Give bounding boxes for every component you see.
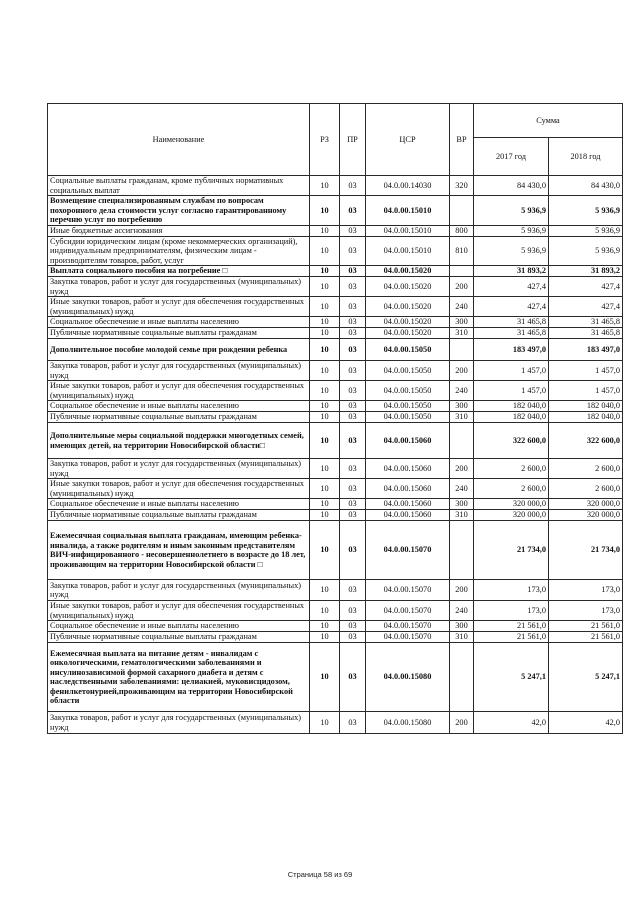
cell-name: Закупка товаров, работ и услуг для государственных (муниципальных) нужд: [48, 580, 310, 601]
table-row: [48, 225, 623, 236]
cell-vr: [450, 643, 474, 712]
cell-rz: 10: [310, 381, 340, 401]
cell-pr: 03: [340, 381, 366, 401]
cell-name: Социальные выплаты гражданам, кроме публичных нормативных социальных выплат: [48, 176, 310, 196]
cell-rz: 10: [310, 225, 340, 236]
cell-pr: 03: [340, 601, 366, 621]
cell-vr: 200: [450, 712, 474, 734]
cell-sum-2018: 5 936,9: [549, 236, 623, 266]
cell-csr: 04.0.00.15010: [366, 225, 450, 236]
cell-sum-2018: 183 497,0: [549, 339, 623, 361]
cell-name: Иные закупки товаров, работ и услуг для обеспечения государственных (муниципальных) нужд: [48, 381, 310, 401]
cell-csr: 04.0.00.15020: [366, 266, 450, 277]
cell-sum-2018: 320 000,0: [549, 499, 623, 510]
cell-pr: 03: [340, 643, 366, 712]
table-row: [48, 339, 623, 361]
cell-csr: 04.0.00.15020: [366, 277, 450, 297]
header-year-2017: 2017 год: [474, 138, 549, 176]
cell-csr: 04.0.00.15060: [366, 510, 450, 521]
table-row: [48, 176, 623, 196]
cell-vr: [450, 339, 474, 361]
cell-sum-2018: 5 247,1: [549, 643, 623, 712]
cell-csr: 04.0.00.15070: [366, 521, 450, 580]
cell-sum-2017: 2 600,0: [474, 459, 549, 479]
cell-vr: 300: [450, 401, 474, 412]
cell-name: Иные бюджетные ассигнования: [48, 225, 310, 236]
cell-name: Публичные нормативные социальные выплаты гражданам: [48, 632, 310, 643]
table-row: [48, 459, 623, 479]
cell-sum-2017: 1 457,0: [474, 381, 549, 401]
cell-sum-2018: 427,4: [549, 277, 623, 297]
header-name: Наименование: [48, 104, 310, 176]
cell-csr: 04.0.00.15070: [366, 580, 450, 601]
table-row: [48, 196, 623, 226]
cell-rz: 10: [310, 643, 340, 712]
table-row: [48, 317, 623, 328]
cell-sum-2018: 21 561,0: [549, 632, 623, 643]
cell-vr: [450, 196, 474, 226]
cell-name: Иные закупки товаров, работ и услуг для обеспечения государственных (муниципальных) нужд: [48, 297, 310, 317]
cell-vr: 300: [450, 621, 474, 632]
table-row: [48, 328, 623, 339]
cell-sum-2018: 173,0: [549, 601, 623, 621]
table-row: [48, 632, 623, 643]
cell-name: Закупка товаров, работ и услуг для государственных (муниципальных) нужд: [48, 712, 310, 734]
table-row: [48, 236, 623, 266]
cell-csr: 04.0.00.15020: [366, 328, 450, 339]
header-rz: РЗ: [310, 104, 340, 176]
cell-rz: 10: [310, 339, 340, 361]
cell-vr: 240: [450, 381, 474, 401]
cell-sum-2017: 5 936,9: [474, 225, 549, 236]
cell-pr: 03: [340, 339, 366, 361]
cell-pr: 03: [340, 266, 366, 277]
cell-csr: 04.0.00.15070: [366, 632, 450, 643]
cell-rz: 10: [310, 510, 340, 521]
cell-rz: 10: [310, 459, 340, 479]
cell-sum-2017: 2 600,0: [474, 479, 549, 499]
cell-csr: 04.0.00.15060: [366, 423, 450, 459]
cell-rz: 10: [310, 328, 340, 339]
cell-name: Ежемесячная социальная выплата гражданам, имеющим ребенка-инвалида, а также родителям и иным законным представителям ВИЧ-инфицированного - несовершеннолетнего в возрасте до 18 лет, проживающим на территории Новосибирской области □: [48, 521, 310, 580]
cell-rz: 10: [310, 236, 340, 266]
cell-vr: 800: [450, 225, 474, 236]
cell-pr: 03: [340, 580, 366, 601]
cell-rz: 10: [310, 266, 340, 277]
cell-csr: 04.0.00.15050: [366, 401, 450, 412]
cell-csr: 04.0.00.15050: [366, 381, 450, 401]
cell-pr: 03: [340, 361, 366, 381]
cell-rz: 10: [310, 401, 340, 412]
header-csr: ЦСР: [366, 104, 450, 176]
table-header: [48, 104, 623, 176]
cell-sum-2017: 173,0: [474, 601, 549, 621]
cell-rz: 10: [310, 196, 340, 226]
cell-name: Публичные нормативные социальные выплаты гражданам: [48, 510, 310, 521]
table-row: [48, 479, 623, 499]
cell-name: Иные закупки товаров, работ и услуг для обеспечения государственных (муниципальных) нужд: [48, 601, 310, 621]
cell-rz: 10: [310, 601, 340, 621]
table-row: [48, 712, 623, 734]
table-row: [48, 277, 623, 297]
cell-name: Субсидии юридическим лицам (кроме некоммерческих организаций), индивидуальным предпринимателям, физическим лицам - производителям товаров, работ, услуг: [48, 236, 310, 266]
table-row: [48, 580, 623, 601]
cell-sum-2017: 42,0: [474, 712, 549, 734]
cell-vr: 300: [450, 499, 474, 510]
cell-rz: 10: [310, 580, 340, 601]
cell-name: Публичные нормативные социальные выплаты гражданам: [48, 412, 310, 423]
page-number: Страница 58 из 69: [287, 870, 353, 879]
cell-pr: 03: [340, 196, 366, 226]
cell-pr: 03: [340, 499, 366, 510]
cell-csr: 04.0.00.14030: [366, 176, 450, 196]
cell-csr: 04.0.00.15060: [366, 479, 450, 499]
cell-vr: 200: [450, 361, 474, 381]
cell-pr: 03: [340, 412, 366, 423]
cell-sum-2017: 21 561,0: [474, 632, 549, 643]
cell-pr: 03: [340, 459, 366, 479]
table-row: [48, 412, 623, 423]
cell-sum-2018: 84 430,0: [549, 176, 623, 196]
cell-rz: 10: [310, 317, 340, 328]
cell-csr: 04.0.00.15060: [366, 459, 450, 479]
cell-sum-2018: 5 936,9: [549, 196, 623, 226]
cell-sum-2018: 21 734,0: [549, 521, 623, 580]
cell-sum-2018: 320 000,0: [549, 510, 623, 521]
cell-vr: 310: [450, 510, 474, 521]
cell-vr: 240: [450, 601, 474, 621]
table-row: [48, 423, 623, 459]
table-row: [48, 510, 623, 521]
cell-pr: 03: [340, 401, 366, 412]
cell-sum-2018: 31 465,8: [549, 328, 623, 339]
table-row: [48, 521, 623, 580]
cell-name: Социальное обеспечение и иные выплаты населению: [48, 401, 310, 412]
table-row: [48, 401, 623, 412]
cell-pr: 03: [340, 236, 366, 266]
cell-name: Публичные нормативные социальные выплаты гражданам: [48, 328, 310, 339]
cell-pr: 03: [340, 328, 366, 339]
cell-sum-2017: 427,4: [474, 297, 549, 317]
table-row: [48, 499, 623, 510]
cell-name: Социальное обеспечение и иные выплаты населению: [48, 499, 310, 510]
cell-vr: 240: [450, 479, 474, 499]
cell-sum-2017: 320 000,0: [474, 499, 549, 510]
cell-rz: 10: [310, 297, 340, 317]
cell-csr: 04.0.00.15080: [366, 643, 450, 712]
cell-sum-2018: 182 040,0: [549, 412, 623, 423]
cell-sum-2017: 5 936,9: [474, 196, 549, 226]
cell-sum-2017: 21 561,0: [474, 621, 549, 632]
cell-vr: 200: [450, 459, 474, 479]
cell-sum-2017: 31 465,8: [474, 328, 549, 339]
cell-name: Выплата социального пособия на погребение □: [48, 266, 310, 277]
cell-pr: 03: [340, 225, 366, 236]
cell-sum-2017: 1 457,0: [474, 361, 549, 381]
cell-name: Закупка товаров, работ и услуг для государственных (муниципальных) нужд: [48, 459, 310, 479]
cell-rz: 10: [310, 499, 340, 510]
cell-vr: 320: [450, 176, 474, 196]
cell-rz: 10: [310, 361, 340, 381]
cell-name: Иные закупки товаров, работ и услуг для обеспечения государственных (муниципальных) нужд: [48, 479, 310, 499]
cell-rz: 10: [310, 277, 340, 297]
cell-name: Ежемесячная выплата на питание детям - инвалидам с онкологическими, гематологическими заболеваниями и инсулинозависимой формой сахарного диабета и детям с наследственными заболеваниями: целиакией, муковисцидозом, фенилкетонурией,проживающим на территории Новосибирской области: [48, 643, 310, 712]
table-row: [48, 621, 623, 632]
cell-rz: 10: [310, 632, 340, 643]
cell-vr: 810: [450, 236, 474, 266]
cell-name: Возмещение специализированным службам по вопросам похоронного дела стоимости услуг согласно гарантированному перечню услуг по погребению: [48, 196, 310, 226]
cell-vr: [450, 521, 474, 580]
cell-vr: 200: [450, 580, 474, 601]
cell-csr: 04.0.00.15020: [366, 317, 450, 328]
cell-name: Закупка товаров, работ и услуг для государственных (муниципальных) нужд: [48, 361, 310, 381]
cell-sum-2018: 2 600,0: [549, 479, 623, 499]
cell-sum-2017: 5 247,1: [474, 643, 549, 712]
cell-pr: 03: [340, 621, 366, 632]
cell-csr: 04.0.00.15010: [366, 196, 450, 226]
cell-vr: [450, 266, 474, 277]
budget-table: [47, 103, 623, 734]
cell-sum-2017: 322 600,0: [474, 423, 549, 459]
cell-sum-2018: 427,4: [549, 297, 623, 317]
cell-pr: 03: [340, 510, 366, 521]
cell-sum-2018: 1 457,0: [549, 361, 623, 381]
cell-sum-2017: 182 040,0: [474, 412, 549, 423]
cell-sum-2017: 31 893,2: [474, 266, 549, 277]
cell-pr: 03: [340, 297, 366, 317]
cell-name: Социальное обеспечение и иные выплаты населению: [48, 317, 310, 328]
cell-sum-2017: 183 497,0: [474, 339, 549, 361]
cell-csr: 04.0.00.15010: [366, 236, 450, 266]
header-sum: Сумма: [474, 104, 623, 138]
cell-name: Социальное обеспечение и иные выплаты населению: [48, 621, 310, 632]
cell-pr: 03: [340, 632, 366, 643]
cell-csr: 04.0.00.15050: [366, 339, 450, 361]
cell-rz: 10: [310, 412, 340, 423]
cell-sum-2018: 5 936,9: [549, 225, 623, 236]
cell-sum-2018: 31 465,8: [549, 317, 623, 328]
header-vr: ВР: [450, 104, 474, 176]
cell-rz: 10: [310, 423, 340, 459]
cell-pr: 03: [340, 479, 366, 499]
cell-vr: 310: [450, 632, 474, 643]
cell-rz: 10: [310, 521, 340, 580]
cell-sum-2017: 182 040,0: [474, 401, 549, 412]
cell-csr: 04.0.00.15050: [366, 361, 450, 381]
cell-pr: 03: [340, 712, 366, 734]
cell-sum-2017: 320 000,0: [474, 510, 549, 521]
table-row: [48, 381, 623, 401]
cell-csr: 04.0.00.15080: [366, 712, 450, 734]
cell-sum-2017: 5 936,9: [474, 236, 549, 266]
cell-sum-2018: 1 457,0: [549, 381, 623, 401]
cell-vr: 240: [450, 297, 474, 317]
cell-sum-2017: 427,4: [474, 277, 549, 297]
cell-name: Дополнительные меры социальной поддержки многодетных семей, имеющих детей, на территории Новосибирской области□: [48, 423, 310, 459]
cell-sum-2018: 182 040,0: [549, 401, 623, 412]
cell-csr: 04.0.00.15060: [366, 499, 450, 510]
cell-pr: 03: [340, 423, 366, 459]
cell-sum-2017: 31 465,8: [474, 317, 549, 328]
cell-vr: 300: [450, 317, 474, 328]
table-row: [48, 297, 623, 317]
cell-name: Закупка товаров, работ и услуг для государственных (муниципальных) нужд: [48, 277, 310, 297]
table-row: [48, 601, 623, 621]
cell-csr: 04.0.00.15070: [366, 601, 450, 621]
table-row: [48, 361, 623, 381]
cell-rz: 10: [310, 621, 340, 632]
cell-vr: 310: [450, 328, 474, 339]
cell-pr: 03: [340, 277, 366, 297]
table-body: [48, 176, 623, 734]
cell-csr: 04.0.00.15020: [366, 297, 450, 317]
cell-sum-2018: 2 600,0: [549, 459, 623, 479]
cell-rz: 10: [310, 479, 340, 499]
header-pr: ПР: [340, 104, 366, 176]
cell-sum-2018: 173,0: [549, 580, 623, 601]
cell-sum-2018: 21 561,0: [549, 621, 623, 632]
cell-vr: 200: [450, 277, 474, 297]
cell-sum-2018: 322 600,0: [549, 423, 623, 459]
cell-vr: 310: [450, 412, 474, 423]
cell-vr: [450, 423, 474, 459]
cell-sum-2017: 84 430,0: [474, 176, 549, 196]
cell-sum-2017: 21 734,0: [474, 521, 549, 580]
cell-sum-2018: 42,0: [549, 712, 623, 734]
cell-csr: 04.0.00.15070: [366, 621, 450, 632]
budget-table-sheet: [47, 103, 622, 734]
cell-rz: 10: [310, 176, 340, 196]
cell-pr: 03: [340, 317, 366, 328]
table-row: [48, 643, 623, 712]
cell-sum-2017: 173,0: [474, 580, 549, 601]
table-row: [48, 266, 623, 277]
cell-csr: 04.0.00.15050: [366, 412, 450, 423]
cell-pr: 03: [340, 176, 366, 196]
cell-sum-2018: 31 893,2: [549, 266, 623, 277]
cell-rz: 10: [310, 712, 340, 734]
cell-pr: 03: [340, 521, 366, 580]
header-year-2018: 2018 год: [549, 138, 623, 176]
cell-name: Дополнительное пособие молодой семье при рождении ребенка: [48, 339, 310, 361]
